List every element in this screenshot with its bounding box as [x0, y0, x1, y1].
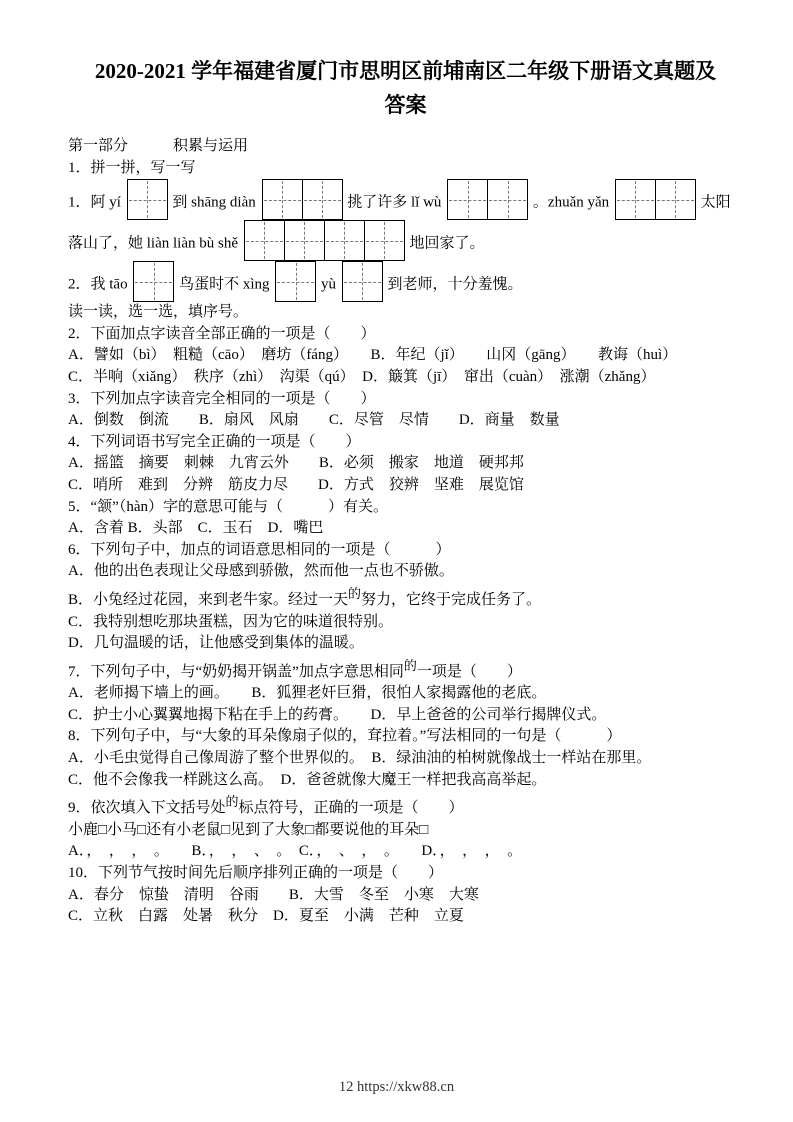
doc-title: [68, 54, 743, 122]
tian-zi-ge-box: [275, 261, 316, 302]
tian-zi-ge-box: [655, 179, 696, 220]
doc-title-line2: 答案: [384, 93, 427, 117]
q6-b-post: 努力，它终于完成任务了。: [361, 591, 542, 608]
page-footer: 12 https://xkw88.cn: [338, 1079, 455, 1095]
q1-s3-text-a: 2．我 tāo: [68, 276, 128, 293]
q7-stem-pre: 7．下列句子中，与“奶奶揭开锅盖”加点字意思相同: [68, 663, 404, 680]
q1-s3-text-c: yù: [321, 276, 336, 293]
q7-options-ab: A．老师揭下墙上的画。 B．狐狸老奸巨猾，很怕人家揭露他的老底。: [68, 685, 547, 702]
q6-option-b: [68, 583, 743, 612]
q9-sentence: 小鹿□小马□还有小老鼠□见到了大象□都要说他的耳朵□: [68, 821, 429, 838]
q8-stem: 8．下列句子中，与“大象的耳朵像扇子似的，耷拉着。”写法相同的一句是（ ）: [68, 728, 622, 745]
q9-options: A．， ， ， 。 B．， ， 、 。 C．， 、 ， 。 D．， ， ， 。: [68, 843, 523, 860]
q7-options-cd: C．护士小心翼翼地揭下粘在手上的药膏。 D．早上爸爸的公司举行揭牌仪式。: [68, 706, 607, 723]
writing-boxes-yi: [127, 179, 167, 220]
tian-zi-ge-box: [447, 179, 488, 220]
instruction-line: 读一读，选一选，填序号。: [68, 304, 249, 321]
tian-zi-ge-box: [127, 179, 168, 220]
tian-zi-ge-box: [342, 261, 383, 302]
q3-options: A．倒数 倒流 B．扇风 风扇 C．尽管 尽情 D．商量 数量: [68, 412, 560, 429]
q7-stem-post: 一项是（ ）: [416, 663, 522, 680]
q9-stem-sup: 的: [225, 794, 239, 810]
tian-zi-ge-box: [284, 220, 325, 261]
q1-s3-text-d: 到老师，十分羞愧。: [387, 276, 523, 293]
q1-s1-text-c: 挑了许多 lǐ wù: [347, 194, 442, 211]
q5-stem: 5．“颔”（hàn）字的意思可能与（ ）有关。: [68, 498, 388, 515]
q6-stem: 6．下列句子中，加点的词语意思相同的一项是（ ）: [68, 541, 451, 558]
q4-options-cd: C．哨所 难到 分辨 筋皮力尽 D．方式 狡辨 坚难 展览馆: [68, 476, 524, 493]
q1-s1-text-a: 1．阿 yí: [68, 194, 121, 211]
q9-stem: [68, 791, 743, 820]
tian-zi-ge-box: [487, 179, 528, 220]
q9-stem-post: 标点符号，正确的一项是（ ）: [238, 800, 464, 817]
q10-options-cd: C．立秋 白露 处暑 秋分 D．夏至 小满 芒种 立夏: [68, 908, 464, 925]
writing-boxes-yu: [342, 261, 382, 302]
tian-zi-ge-box: [262, 179, 303, 220]
tian-zi-ge-box: [324, 220, 365, 261]
q9-stem-pre: 9．依次填入下文括号处: [68, 800, 226, 817]
q8-options-cd: C．他不会像我一样跳这么高。 D．爸爸就像大魔王一样把我高高举起。: [68, 771, 547, 788]
tian-zi-ge-box: [364, 220, 405, 261]
tian-zi-ge-box: [244, 220, 285, 261]
q1-s2-text-b: 地回家了。: [409, 235, 485, 252]
writing-boxes-shangdian: [262, 179, 342, 220]
q1-s1-text-e: 太阳: [700, 194, 731, 211]
writing-boxes-zhuanyan: [615, 179, 695, 220]
q2-options-ab: A．譬如（bì） 粗糙（cāo） 磨坊（fáng） B．年纪（jǐ） 山冈（gāng） 教诲（huì）: [68, 347, 678, 364]
q7-stem-sup: 的: [403, 657, 417, 673]
q6-option-a: A．他的出色表现让父母感到骄傲，然而他一点也不骄傲。: [68, 563, 454, 580]
q1-s1-text-d: 。zhuǎn yǎn: [532, 194, 610, 211]
tian-zi-ge-box: [133, 261, 174, 302]
q10-stem: 10．下列节气按时间先后顺序排列正确的一项是（ ）: [68, 865, 444, 882]
tian-zi-ge-box: [302, 179, 343, 220]
q6-b-sup: 的: [348, 585, 362, 601]
q4-options-ab: A．摇篮 摘要 刺棘 九宵云外 B．必须 搬家 地道 硬邦邦: [68, 455, 524, 472]
q6-option-d: D．几句温暖的话，让他感受到集体的温暖。: [68, 635, 364, 652]
section-header: 第一部分 积累与运用: [68, 138, 249, 154]
q1-sentence-1: [68, 179, 743, 220]
q1-s3-text-b: 鸟蛋时不 xìng: [179, 276, 270, 293]
q1-s1-text-b: 到 shāng diàn: [172, 194, 256, 211]
q4-stem: 4．下列词语书写完全正确的一项是（ ）: [68, 433, 361, 450]
q1-label: 1．拼一拼，写一写: [68, 159, 196, 176]
q10-options-ab: A．春分 惊蛰 清明 谷雨 B．大雪 冬至 小寒 大寒: [68, 886, 479, 903]
q1-s2-text-a: 落山了，她 liàn liàn bù shě: [68, 235, 238, 252]
q2-stem: 2．下面加点字读音全部正确的一项是（ ）: [68, 325, 376, 342]
q1-sentence-3: [68, 261, 743, 302]
writing-boxes-tao: [133, 261, 173, 302]
tian-zi-ge-box: [615, 179, 656, 220]
q6-option-c: C．我特别想吃那块蛋糕，因为它的味道很特别。: [68, 613, 394, 630]
q5-options: A．含着 B．头部 C．玉石 D．嘴巴: [68, 520, 324, 537]
q3-stem: 3．下列加点字读音完全相同的一项是（ ）: [68, 390, 376, 407]
writing-boxes-xing: [275, 261, 315, 302]
q6-b-pre: B．小兔经过花园，来到老牛家。经过一天: [68, 591, 349, 608]
writing-boxes-lianlianbushe: [244, 220, 404, 261]
writing-boxes-liwu: [447, 179, 527, 220]
doc-title-line1: 2020-2021 学年福建省厦门市思明区前埔南区二年级下册语文真题及: [94, 59, 717, 83]
q1-sentence-2: [68, 220, 743, 261]
q8-options-ab: A．小毛虫觉得自己像周游了整个世界似的。 B．绿油油的柏树就像战士一样站在那里。: [68, 750, 652, 767]
q7-stem: [68, 655, 743, 684]
q2-options-cd: C．半响（xiǎng） 秩序（zhì） 沟渠（qú） D．簸箕（jī） 窜出（cuàn） 涨潮（zhǎng）: [68, 368, 656, 385]
